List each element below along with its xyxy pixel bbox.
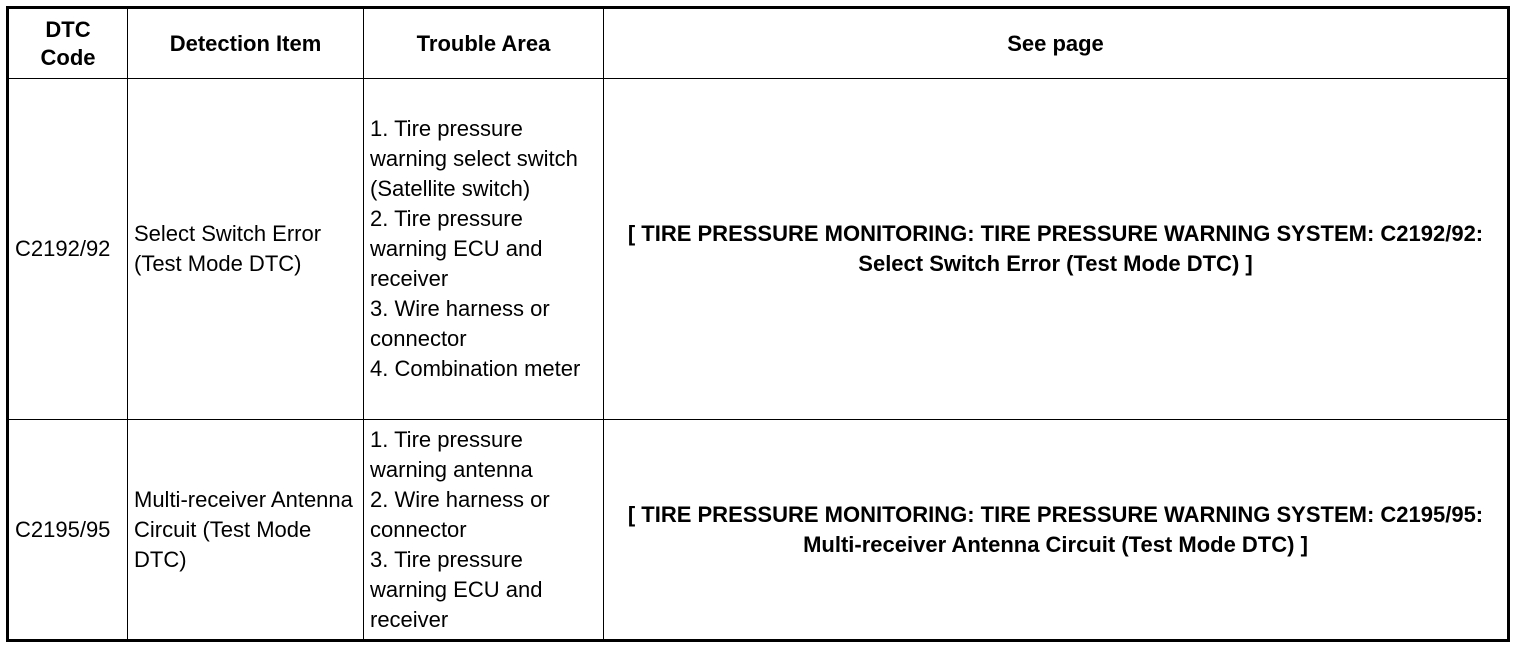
- detection-item-cell: Select Switch Error (Test Mode DTC): [128, 79, 364, 420]
- header-detection-item: Detection Item: [128, 8, 364, 79]
- trouble-area-item: 3. Wire harness or connector: [370, 296, 550, 351]
- trouble-area-item: 2. Tire pressure warning ECU and receiver: [370, 206, 543, 291]
- trouble-area-item: 3. Tire pressure warning ECU and receiver: [370, 546, 543, 632]
- header-dtc-code: DTC Code: [8, 8, 128, 79]
- header-see-page: See page: [604, 8, 1509, 79]
- header-trouble-area: Trouble Area: [364, 8, 604, 79]
- dtc-table: [6, 6, 1510, 642]
- dtc-code-cell: C2195/95: [8, 420, 128, 641]
- table-row: [8, 79, 1509, 420]
- see-page-link[interactable]: [ TIRE PRESSURE MONITORING: TIRE PRESSURE WARNING SYSTEM: C2195/95: Multi-receiver Antenna Circuit (Test Mode DTC) ]: [604, 420, 1509, 641]
- trouble-area-item: 1. Tire pressure warning antenna: [370, 426, 533, 482]
- trouble-area-item: 1. Tire pressure warning select switch (Satellite switch): [370, 116, 578, 201]
- table-row: [8, 420, 1509, 641]
- trouble-area-item: 4. Combination meter: [370, 356, 581, 381]
- dtc-code-cell: C2192/92: [8, 79, 128, 420]
- trouble-area-cell: [364, 79, 604, 420]
- table-header-row: [8, 8, 1509, 79]
- trouble-area-cell: [364, 420, 604, 641]
- detection-item-cell: Multi-receiver Antenna Circuit (Test Mode DTC): [128, 420, 364, 641]
- trouble-area-item: 2. Wire harness or connector: [370, 486, 550, 542]
- see-page-link[interactable]: [ TIRE PRESSURE MONITORING: TIRE PRESSURE WARNING SYSTEM: C2192/92: Select Switch Error (Test Mode DTC) ]: [604, 79, 1509, 420]
